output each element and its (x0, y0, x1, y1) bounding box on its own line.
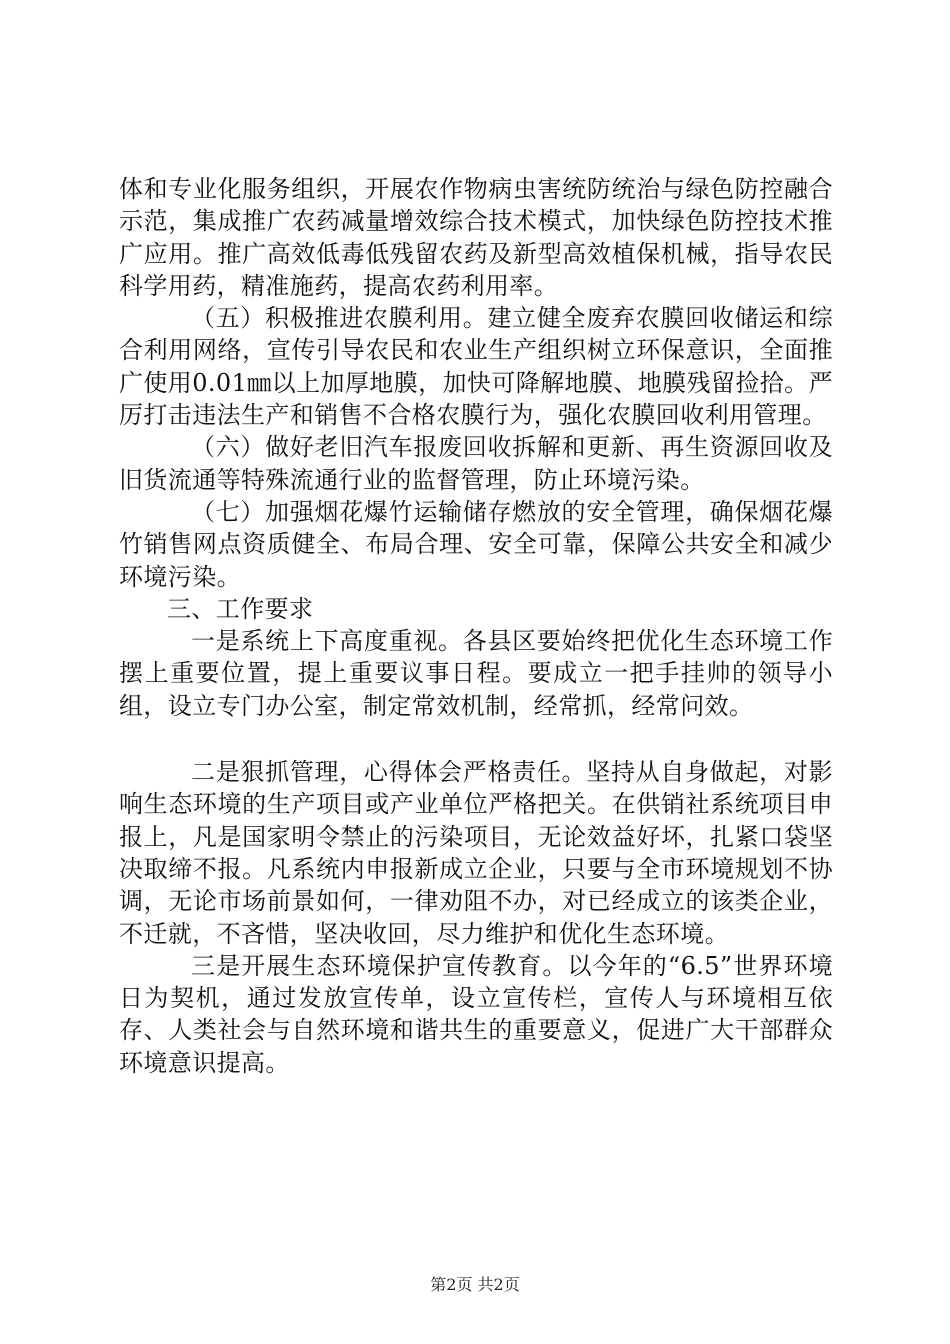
page-number-label: 第2页 共2页 (430, 1275, 520, 1294)
paragraph-continuation: 体和专业化服务组织，开展农作物病虫害统防统治与绿色防控融合示范，集成推广农药减量增效综合技术模式，加快绿色防控技术推广应用。推广高效低毒低残留农药及新型高效植保机械，指导农民科学用药，精准施药，提高农药利用率。 (119, 175, 833, 300)
paragraph-section-five: （五）积极推进农膜利用。建立健全废弃农膜回收储运和综合利用网络，宣传引导农民和农业生产组织树立环保意识，全面推广使用0.01㎜以上加厚地膜，加快可降解地膜、地膜残留捡拾。严厉打击违法生产和销售不合格农膜行为，强化农膜回收利用管理。 (119, 304, 833, 430)
section-heading-work-requirements: 三、工作要求 (167, 594, 314, 623)
paragraph-requirement-one: 一是系统上下高度重视。各县区要始终把优化生态环境工作摆上重要位置，提上重要议事日程。要成立一把手挂帅的领导小组，设立专门办公室，制定常效机制，经常抓，经常问效。 (119, 627, 833, 720)
paragraph-requirement-three: 三是开展生态环境保护宣传教育。以今年的“6.5”世界环境日为契机，通过发放宣传单，设立宣传栏，宣传人与环境相互依存、人类社会与自然环境和谐共生的重要意义，促进广大干部群众环境意识提高。 (119, 951, 833, 1077)
document-body (119, 173, 833, 1079)
paragraph-requirement-two: 二是狠抓管理，心得体会严格责任。坚持从自身做起，对影响生态环境的生产项目或产业单位严格把关。在供销社系统项目申报上，凡是国家明令禁止的污染项目，无论效益好坏，扎紧口袋坚决取缔不报。凡系统内申报新成立企业，只要与全市环境规划不协调，无论市场前景如何，一律劝阻不办，对已经成立的该类企业，不迁就，不吝惜，坚决收回，尽力维护和优化生态环境。 (119, 758, 833, 948)
page-footer (0, 1275, 950, 1295)
paragraph-section-seven: （七）加强烟花爆竹运输储存燃放的安全管理，确保烟花爆竹销售网点资质健全、布局合理、安全可靠，保障公共安全和减少环境污染。 (119, 497, 833, 591)
paragraph-section-six: （六）做好老旧汽车报废回收拆解和更新、再生资源回收及旧货流通等特殊流通行业的监督管理，防止环境污染。 (119, 433, 833, 494)
